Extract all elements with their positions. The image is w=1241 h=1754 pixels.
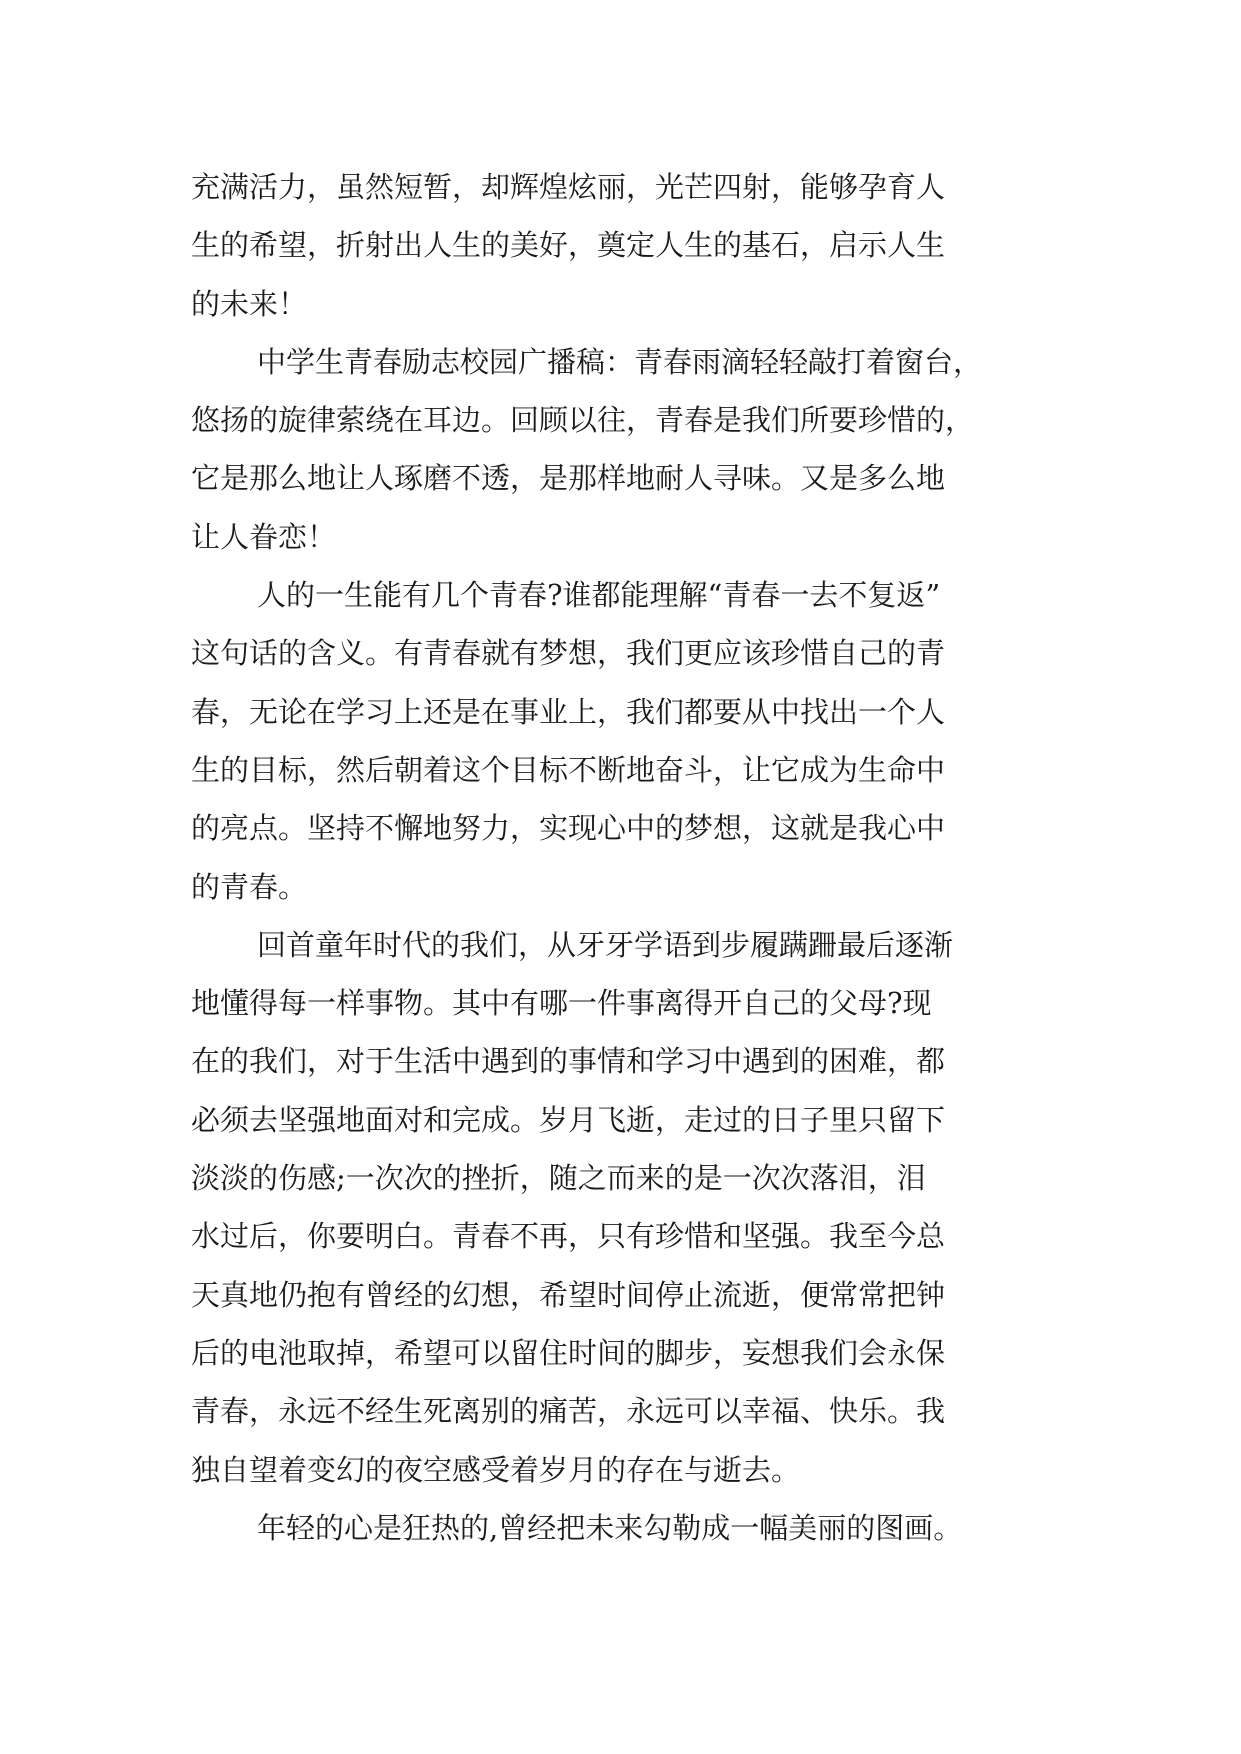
text-line: 水过后，你要明白。青春不再，只有珍惜和坚强。我至今总 <box>191 1219 946 1254</box>
text-line: 地懂得每一样事物。其中有哪一件事离得开自己的父母?现 <box>191 986 932 1021</box>
text-line: 的青春。 <box>191 869 308 904</box>
text-line: 的未来！ <box>191 286 308 321</box>
text-line: 生的目标，然后朝着这个目标不断地奋斗，让它成为生命中 <box>191 752 946 787</box>
text-line: 充满活力，虽然短暂，却辉煌炫丽，光芒四射，能够孕育人 <box>191 170 946 204</box>
paragraph-first-line: 回首童年时代的我们，从牙牙学语到步履蹒跚最后逐渐 <box>257 927 954 962</box>
text-line: 悠扬的旋律萦绕在耳边。回顾以往，青春是我们所要珍惜的， <box>191 403 975 438</box>
paragraph-first-line: 中学生青春励志校园广播稿：青春雨滴轻轻敲打着窗台， <box>257 344 983 379</box>
paragraph-first-line: 人的一生能有几个青春?谁都能理解“青春一去不复返” <box>257 578 941 613</box>
text-line: 这句话的含义。有青春就有梦想，我们更应该珍惜自己的青 <box>191 636 946 671</box>
text-line: 它是那么地让人琢磨不透，是那样地耐人寻味。又是多么地 <box>191 461 946 496</box>
text-line: 春，无论在学习上还是在事业上，我们都要从中找出一个人 <box>191 694 946 729</box>
text-line: 后的电池取掉，希望可以留住时间的脚步，妄想我们会永保 <box>191 1335 946 1370</box>
text-line: 淡淡的伤感;一次次的挫折，随之而来的是一次次落泪，泪 <box>191 1161 926 1196</box>
text-line: 独自望着变幻的夜空感受着岁月的存在与逝去。 <box>191 1452 801 1487</box>
body-text <box>191 158 1051 1557</box>
text-line: 的亮点。坚持不懈地努力，实现心中的梦想，这就是我心中 <box>191 811 946 846</box>
text-line: 青春，永远不经生死离别的痛苦，永远可以幸福、快乐。我 <box>191 1394 946 1429</box>
text-line: 必须去坚强地面对和完成。岁月飞逝，走过的日子里只留下 <box>191 1102 946 1137</box>
paragraph-first-line: 年轻的心是狂热的,曾经把未来勾勒成一幅美丽的图画。 <box>257 1510 963 1545</box>
text-line: 让人眷恋！ <box>191 519 337 554</box>
text-line: 生的希望，折射出人生的美好，奠定人生的基石，启示人生 <box>191 228 946 263</box>
text-line: 天真地仍抱有曾经的幻想，希望时间停止流逝，便常常把钟 <box>191 1277 946 1312</box>
text-line: 在的我们，对于生活中遇到的事情和学习中遇到的困难，都 <box>191 1044 946 1079</box>
